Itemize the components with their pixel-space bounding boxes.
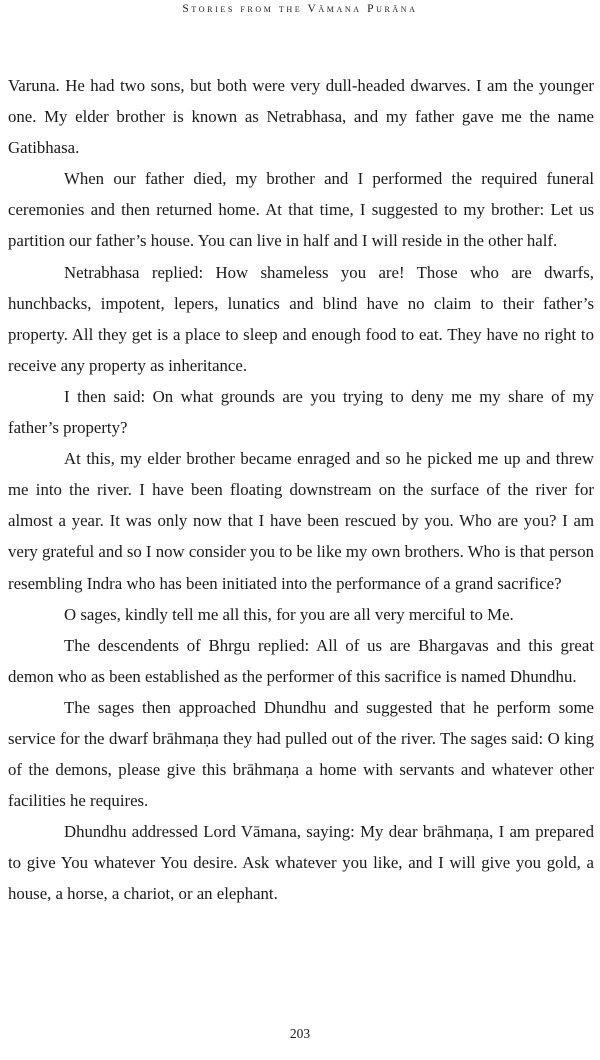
paragraph: Varuna. He had two sons, but both were very dull-headed dwarves. I am the younger one. My elder brother is known as Netrabhasa, and my father gave me the name Gatibhasa. [8, 76, 594, 158]
paragraph: The descendents of Bhrgu replied: All of us are Bhargavas and this great demon who as been established as the performer of this sacrifice is named Dhundhu. [8, 635, 594, 686]
body-text [8, 70, 594, 910]
paragraph: Netrabhasa replied: How shameless you are! Those who are dwarfs, hunchbacks, impotent, lepers, lunatics and blind have no claim to their father’s property. All they get is a place to sleep and enough food to eat. They have no right to receive any property as inheritance. [8, 262, 594, 375]
paragraph: At this, my elder brother became enraged and so he picked me up and threw me into the river. I have been floating downstream on the surface of the river for almost a year. It was only now that I have been rescued by you. Who are you? I am very grateful and so I now consider you to be like my own brothers. Who is that person resembling Indra who has been initiated into the performance of a grand sacrifice? [8, 449, 594, 593]
running-head: Stories from the Vāmana Purāna [182, 3, 418, 15]
paragraph: When our father died, my brother and I performed the required funeral ceremonies and then returned home. At that time, I suggested to my brother: Let us partition our father’s house. You can live in half and I will reside in the other half. [8, 169, 594, 251]
paragraph: I then said: On what grounds are you trying to deny me my share of my father’s property? [8, 386, 594, 438]
page-number: 203 [289, 1026, 311, 1041]
paragraph: Dhundhu addressed Lord Vāmana, saying: My dear brāhmaṇa, I am prepared to give You whatever You desire. Ask whatever you like, and I will give you gold, a house, a horse, a chariot, or an elephant. [8, 822, 594, 904]
paragraph: The sages then approached Dhundhu and suggested that he perform some service for the dwarf brāhmaṇa they had pulled out of the river. The sages said: O king of the demons, please give this brāhmaṇa a home with servants and whatever other facilities he requires. [8, 697, 594, 811]
paragraph: O sages, kindly tell me all this, for you are all very merciful to Me. [64, 604, 514, 624]
